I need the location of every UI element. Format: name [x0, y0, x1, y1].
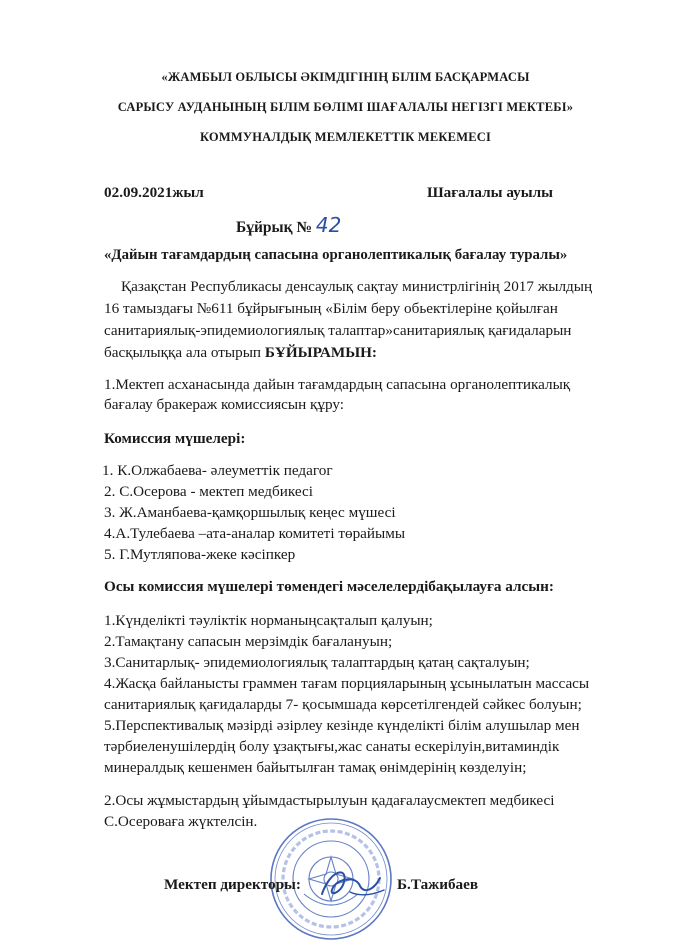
duty-item: тәрбиеленушілердің болу ұзақтығы,жас санаты ескерілуін,витаминдік [104, 738, 560, 755]
intro-line-4 [104, 344, 377, 362]
member-item: 2. С.Осерова - мектеп медбикесі [104, 483, 313, 500]
header-line-2: САРЫСУ АУДАНЫНЫҢ БІЛІМ БӨЛІМІ ШАҒАЛАЛЫ НЕГІЗГІ МЕКТЕБІ» [117, 100, 574, 114]
decree-word: БҰЙЫРАМЫН: [264, 344, 377, 361]
order-date: 02.09.2021жыл [104, 184, 204, 201]
point2-line-1: 2.Осы жұмыстардың ұйымдастырылуын қадағалаусмектеп медбикесі [104, 792, 555, 809]
header-line-1: «ЖАМБЫЛ ОБЛЫСЫ ӘКІМДІГІНІҢ БІЛІМ БАСҚАРМАСЫ [161, 70, 530, 84]
point1-line-2: бағалау бракераж комиссиясын құру: [104, 396, 345, 413]
order-title: «Дайын тағамдардың сапасына органолептикалық бағалау туралы» [104, 247, 568, 263]
member-item: 4.А.Тулебаева –ата-аналар комитеті төрайымы [104, 525, 406, 542]
member-item: 3. Ж.Аманбаева-қамқоршылық кеңес мүшесі [104, 504, 396, 521]
director-role: Мектеп директоры: [164, 876, 301, 893]
member-item: 5. Г.Мутляпова-жеке кәсіпкер [104, 546, 296, 563]
duty-item: 2.Тамақтану сапасын мерзімдік бағалануын; [104, 633, 393, 650]
intro-line-3: санитариялық-эпидемиологиялық талаптар»санитариялық қағидаларын [104, 322, 572, 339]
header-line-3: КОММУНАЛДЫҚ МЕМЛЕКЕТТІК МЕКЕМЕСІ [199, 130, 492, 144]
duty-item: минералдық кешенмен байытылған тамақ өнімдерінің көзделуін; [104, 759, 527, 776]
duty-item: 5.Перспективалық мәзірді әзірлеу кезінде күнделікті білім алушылар мен [104, 717, 580, 734]
order-place: Шағалалы ауылы [427, 184, 553, 201]
intro-line-4-text: басқылыққа ала отырып [104, 344, 265, 361]
point1-line-1: 1.Мектеп асханасында дайын тағамдардың сапасына органолептикалық [104, 376, 571, 393]
intro-line-2: 16 тамыздағы №611 бұйрығының «Білім беру обьектілеріне қойылған [104, 300, 558, 317]
order-label [236, 213, 341, 237]
duty-item: санитариялық қағидаларды 7- қосымшада көрсетілгендей сәйкес болуын; [104, 696, 582, 713]
duty-item: 4.Жасқа байланысты граммен тағам порцияларының ұсынылатын массасы [104, 675, 590, 692]
director-signature [300, 860, 410, 905]
intro-line-1: Қазақстан Республикасы денсаулық сақтау министрлігінің 2017 жылдың [121, 278, 593, 295]
duty-item: 3.Санитарлық- эпидемиологиялық талаптардың қатаң сақталуын; [104, 654, 530, 671]
director-name: Б.Тажибаев [397, 876, 479, 893]
member-item: 1. К.Олжабаева- әлеуметтік педагог [102, 462, 333, 479]
point2-line-2: С.Осероваға жүктелсін. [104, 813, 258, 830]
duties-heading: Осы комиссия мүшелері төмендегі мәселелердібақылауға алсын: [104, 578, 554, 595]
duty-item: 1.Күнделікті тәуліктік норманыңсақталып қалуын; [104, 612, 433, 629]
order-number-label: Бұйрық № [236, 219, 313, 236]
members-heading: Комиссия мүшелері: [104, 430, 246, 447]
order-number-handwritten: 42 [315, 213, 342, 237]
